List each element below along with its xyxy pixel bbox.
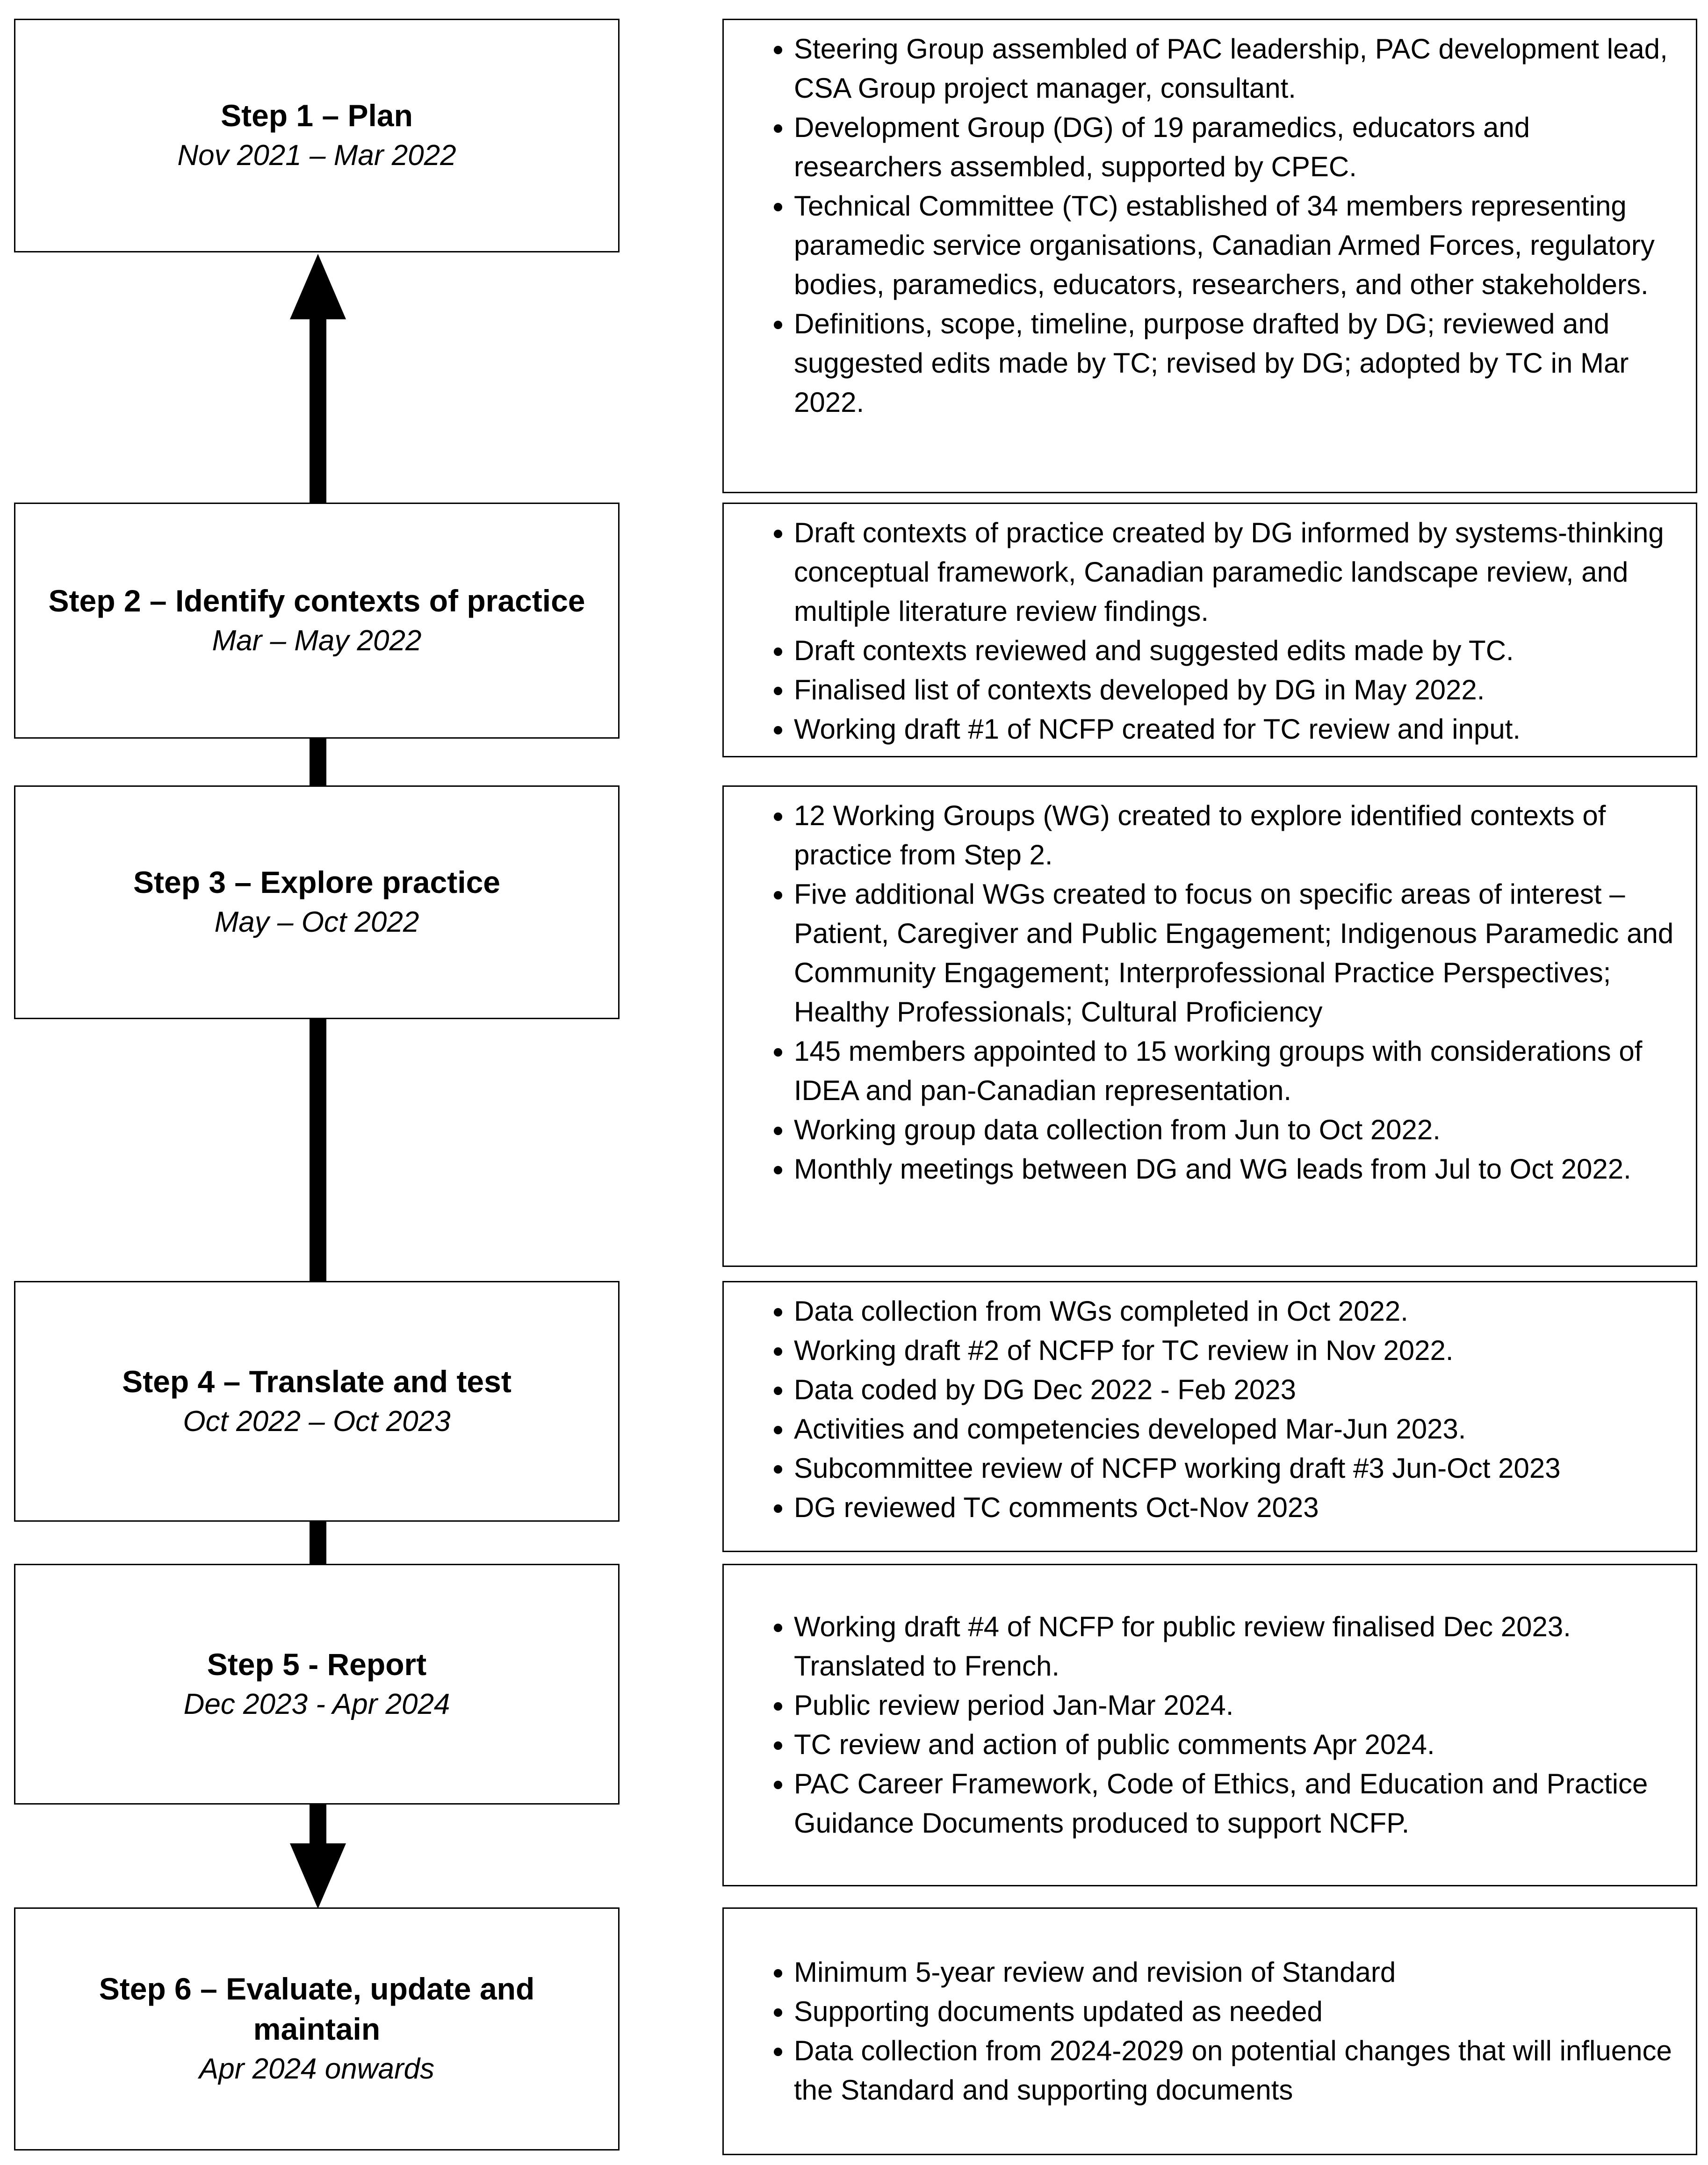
flow-line-segment [310,1805,326,1846]
bullet-item: • Supporting documents updated as needed [794,1992,1679,2031]
step-6-details-box [722,1907,1697,2155]
bullet-item: • Minimum 5-year review and revision of Standard [794,1953,1679,1992]
bullet-item: • Steering Group assembled of PAC leadership, PAC development lead, CSA Group project manager, consultant. [794,29,1679,108]
step-5-date: Dec 2023 - Apr 2024 [183,1688,450,1720]
flow-arrow-up-icon [290,254,346,319]
step-1-title: Step 1 – Plan [221,98,413,133]
bullet-item: • Draft contexts reviewed and suggested edits made by TC. [794,631,1679,670]
bullet-item: • Finalised list of contexts developed by DG in May 2022. [794,670,1679,710]
flow-line-segment [310,739,326,785]
step-6-bullet-list [724,1953,1679,2110]
step-1-box [14,19,620,252]
flow-arrow-down-icon [290,1843,346,1909]
flow-line-segment [310,317,326,503]
step-6-title: Step 6 – Evaluate, update and maintain [99,1971,535,2046]
step-3-bullet-list [724,796,1679,1189]
step-1-details-box [722,19,1697,493]
step-2-details-box [722,503,1697,757]
step-1-bullet-list [724,29,1679,422]
bullet-item: • DG reviewed TC comments Oct-Nov 2023 [794,1488,1679,1527]
bullet-item: • Subcommittee review of NCFP working draft #3 Jun-Oct 2023 [794,1449,1679,1488]
bullet-item: • Working group data collection from Jun to Oct 2022. [794,1110,1679,1150]
step-4-title: Step 4 – Translate and test [122,1364,512,1399]
step-4-box [14,1281,620,1522]
flow-line-segment [310,1019,326,1281]
step-2-date: Mar – May 2022 [212,624,422,657]
step-5-box [14,1564,620,1805]
step-5-title: Step 5 - Report [207,1647,427,1682]
bullet-item: • 145 members appointed to 15 working groups with considerations of IDEA and pan-Canadian representation. [794,1032,1679,1110]
step-2-box [14,503,620,739]
step-4-details-box [722,1281,1697,1552]
bullet-item: • PAC Career Framework, Code of Ethics, and Education and Practice Guidance Documents produced to support NCFP. [794,1764,1679,1843]
step-6-date: Apr 2024 onwards [199,2053,435,2085]
bullet-item: • Monthly meetings between DG and WG leads from Jul to Oct 2022. [794,1150,1679,1189]
step-2-title: Step 2 – Identify contexts of practice [48,583,585,618]
step-2-bullet-list [724,513,1679,749]
step-3-box [14,785,620,1019]
bullet-item: • Technical Committee (TC) established of 34 members representing paramedic service organisations, Canadian Armed Forces, regulatory bodies, paramedics, educators, researchers, and other stakeholders. [794,187,1679,304]
bullet-item: • Activities and competencies developed Mar-Jun 2023. [794,1410,1679,1449]
bullet-item: • Public review period Jan-Mar 2024. [794,1686,1679,1725]
bullet-item: • Five additional WGs created to focus on specific areas of interest – Patient, Caregiver and Public Engagement; Indigenous Paramedic and Community Engagement; Interprofessional Practice Perspectives; Healthy Professionals; Cultural Proficiency [794,875,1679,1032]
flow-line-segment [310,1522,326,1564]
step-4-bullet-list [724,1292,1679,1527]
step-1-date: Nov 2021 – Mar 2022 [177,139,456,172]
bullet-item: • Data collection from WGs completed in Oct 2022. [794,1292,1679,1331]
bullet-item: • Working draft #4 of NCFP for public review finalised Dec 2023. Translated to French. [794,1607,1679,1686]
step-4-date: Oct 2022 – Oct 2023 [183,1405,451,1438]
step-5-details-box [722,1564,1697,1886]
bullet-item: • Development Group (DG) of 19 paramedics, educators and researchers assembled, supported by CPEC. [794,108,1679,187]
bullet-item: • TC review and action of public comments Apr 2024. [794,1725,1679,1764]
bullet-item: • Working draft #1 of NCFP created for TC review and input. [794,710,1679,749]
bullet-item: • Draft contexts of practice created by DG informed by systems-thinking conceptual framework, Canadian paramedic landscape review, and multiple literature review findings. [794,513,1679,631]
bullet-item: • Working draft #2 of NCFP for TC review in Nov 2022. [794,1331,1679,1370]
step-5-bullet-list [724,1607,1679,1843]
step-3-title: Step 3 – Explore practice [133,865,500,899]
bullet-item: • Data collection from 2024-2029 on potential changes that will influence the Standard and supporting documents [794,2031,1679,2110]
step-3-date: May – Oct 2022 [214,906,419,938]
bullet-item: • 12 Working Groups (WG) created to explore identified contexts of practice from Step 2. [794,796,1679,875]
step-3-details-box [722,785,1697,1267]
step-6-box [14,1907,620,2151]
bullet-item: • Data coded by DG Dec 2022 - Feb 2023 [794,1370,1679,1410]
bullet-item: • Definitions, scope, timeline, purpose drafted by DG; reviewed and suggested edits made by TC; revised by DG; adopted by TC in Mar 2022. [794,304,1679,422]
